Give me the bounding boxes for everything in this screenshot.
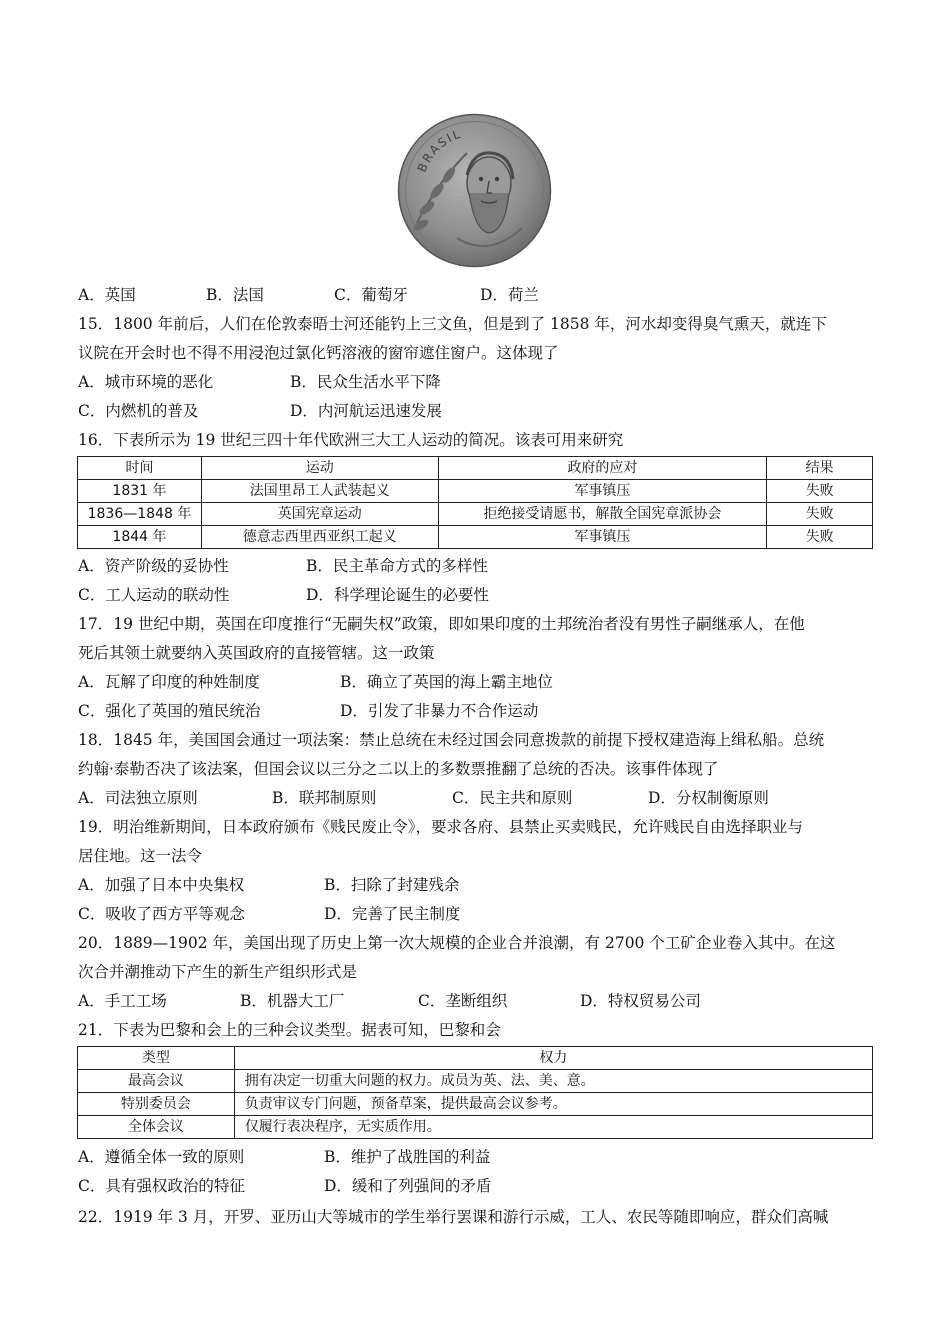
q21-stem-line-1: 21．下表为巴黎和会上的三种会议类型。据表可知，巴黎和会 <box>78 1021 501 1039</box>
q18-option-b[interactable]: B．联邦制原则 <box>272 789 377 807</box>
q18-stem-line-2: 约翰·泰勒否决了该法案，但国会议以三分之二以上的多数票推翻了总统的否决。该事件体现了 <box>78 760 719 778</box>
q16-stem-line-1: 16．下表所示为 19 世纪三四十年代欧洲三大工人运动的简况。该表可用来研究 <box>78 431 624 449</box>
q17-option-a[interactable]: A．瓦解了印度的种姓制度 <box>78 673 260 691</box>
q21-cell: 特别委员会 <box>78 1093 235 1116</box>
q16-table <box>77 456 873 549</box>
q17-option-c[interactable]: C．强化了英国的殖民统治 <box>78 702 261 720</box>
q17-option-d[interactable]: D．引发了非暴力不合作运动 <box>340 702 539 720</box>
q16-cell: 军事镇压 <box>438 480 767 503</box>
q19-option-c[interactable]: C．吸收了西方平等观念 <box>78 905 245 923</box>
q16-table-header <box>78 457 873 480</box>
q19-option-a[interactable]: A．加强了日本中央集权 <box>78 876 245 894</box>
q16-header-movement: 运动 <box>201 457 438 480</box>
q15-option-b[interactable]: B．民众生活水平下降 <box>290 373 441 391</box>
q21-cell: 仅履行表决程序，无实质作用。 <box>234 1116 872 1139</box>
q21-header-type: 类型 <box>78 1047 235 1070</box>
q14-option-b[interactable]: B．法国 <box>206 286 264 304</box>
q17-stem-line-1: 17．19 世纪中期，英国在印度推行“无嗣失权”政策，即如果印度的土邦统治者没有男性子嗣继承人，在他 <box>78 615 805 633</box>
q20-option-d[interactable]: D．特权贸易公司 <box>580 992 701 1010</box>
q21-option-c[interactable]: C．具有强权政治的特征 <box>78 1177 245 1195</box>
q17-option-b[interactable]: B．确立了英国的海上霸主地位 <box>340 673 553 691</box>
q19-stem-line-2: 居住地。这一法令 <box>78 847 203 865</box>
q16-cell: 军事镇压 <box>438 526 767 549</box>
q21-cell: 负责审议专门问题，预备草案，提供最高会议参考。 <box>234 1093 872 1116</box>
q21-header-power: 权力 <box>234 1047 872 1070</box>
q21-table <box>77 1046 873 1139</box>
q16-cell: 法国里昂工人武装起义 <box>201 480 438 503</box>
q14-option-c[interactable]: C．葡萄牙 <box>334 286 408 304</box>
q20-option-c[interactable]: C．垄断组织 <box>418 992 508 1010</box>
q16-cell: 1844 年 <box>78 526 202 549</box>
q14-option-d[interactable]: D．荷兰 <box>480 286 539 304</box>
q20-stem-line-1: 20．1889—1902 年，美国出现了历史上第一次大规模的企业合并浪潮，有 2700 个工矿企业卷入其中。在这 <box>78 934 836 952</box>
table-row <box>78 1116 873 1139</box>
q15-stem-line-1: 15．1800 年前后，人们在伦敦泰晤士河还能钓上三文鱼，但是到了 1858 年，河水却变得臭气熏天，就连下 <box>78 315 827 333</box>
table-row <box>78 1093 873 1116</box>
q15-option-c[interactable]: C．内燃机的普及 <box>78 402 199 420</box>
q19-option-b[interactable]: B．扫除了封建残余 <box>324 876 460 894</box>
q19-stem-line-1: 19．明治维新期间，日本政府颁布《贱民废止令》，要求各府、县禁止买卖贱民，允许贱民自由选择职业与 <box>78 818 803 836</box>
q21-cell: 全体会议 <box>78 1116 235 1139</box>
q21-option-a[interactable]: A．遵循全体一致的原则 <box>78 1148 245 1166</box>
q21-option-d[interactable]: D．缓和了列强间的矛盾 <box>324 1177 492 1195</box>
q16-header-result: 结果 <box>767 457 873 480</box>
q15-stem-line-2: 议院在开会时也不得不用浸泡过氯化钙溶液的窗帘遮住窗户。这体现了 <box>78 344 559 362</box>
q16-header-time: 时间 <box>78 457 202 480</box>
q20-option-b[interactable]: B．机器大工厂 <box>240 992 345 1010</box>
q16-header-response: 政府的应对 <box>438 457 767 480</box>
q15-option-a[interactable]: A．城市环境的恶化 <box>78 373 214 391</box>
q21-option-b[interactable]: B．维护了战胜国的利益 <box>324 1148 491 1166</box>
q16-cell: 失败 <box>767 503 873 526</box>
q20-stem-line-2: 次合并潮推动下产生的新生产组织形式是 <box>78 963 358 981</box>
q22-stem-line-1: 22．1919 年 3 月，开罗、亚历山大等城市的学生举行罢课和游行示威，工人、农民等随即响应，群众们高喊 <box>78 1208 829 1226</box>
q18-option-a[interactable]: A．司法独立原则 <box>78 789 198 807</box>
q16-cell: 1836—1848 年 <box>78 503 202 526</box>
q16-cell: 失败 <box>767 526 873 549</box>
q18-option-d[interactable]: D．分权制衡原则 <box>648 789 769 807</box>
table-row <box>78 526 873 549</box>
q15-option-d[interactable]: D．内河航运迅速发展 <box>290 402 442 420</box>
table-row <box>78 480 873 503</box>
q16-cell: 失败 <box>767 480 873 503</box>
q16-option-b[interactable]: B．民主革命方式的多样性 <box>306 557 488 575</box>
q14-option-a[interactable]: A．英国 <box>78 286 136 304</box>
q16-cell: 拒绝接受请愿书，解散全国宪章派协会 <box>438 503 767 526</box>
q20-option-a[interactable]: A．手工工场 <box>78 992 167 1010</box>
q16-option-c[interactable]: C．工人运动的联动性 <box>78 586 230 604</box>
q16-cell: 1831 年 <box>78 480 202 503</box>
q19-option-d[interactable]: D．完善了民主制度 <box>324 905 461 923</box>
q18-stem-line-1: 18．1845 年，美国国会通过一项法案：禁止总统在未经过国会同意拨款的前提下授权建造海上缉私船。总统 <box>78 731 825 749</box>
q21-cell: 拥有决定一切重大问题的权力。成员为英、法、美、意。 <box>234 1070 872 1093</box>
coin-label: BRASIL <box>414 126 464 175</box>
table-row <box>78 503 873 526</box>
q21-table-header <box>78 1047 873 1070</box>
q18-option-c[interactable]: C．民主共和原则 <box>452 789 573 807</box>
q17-stem-line-2: 死后其领土就要纳入英国政府的直接管辖。这一政策 <box>78 644 435 662</box>
table-row <box>78 1070 873 1093</box>
q16-option-a[interactable]: A．资产阶级的妥协性 <box>78 557 229 575</box>
q16-cell: 德意志西里西亚织工起义 <box>201 526 438 549</box>
q21-cell: 最高会议 <box>78 1070 235 1093</box>
coin-image <box>397 113 552 268</box>
q16-option-d[interactable]: D．科学理论诞生的必要性 <box>306 586 489 604</box>
q16-cell: 英国宪章运动 <box>201 503 438 526</box>
